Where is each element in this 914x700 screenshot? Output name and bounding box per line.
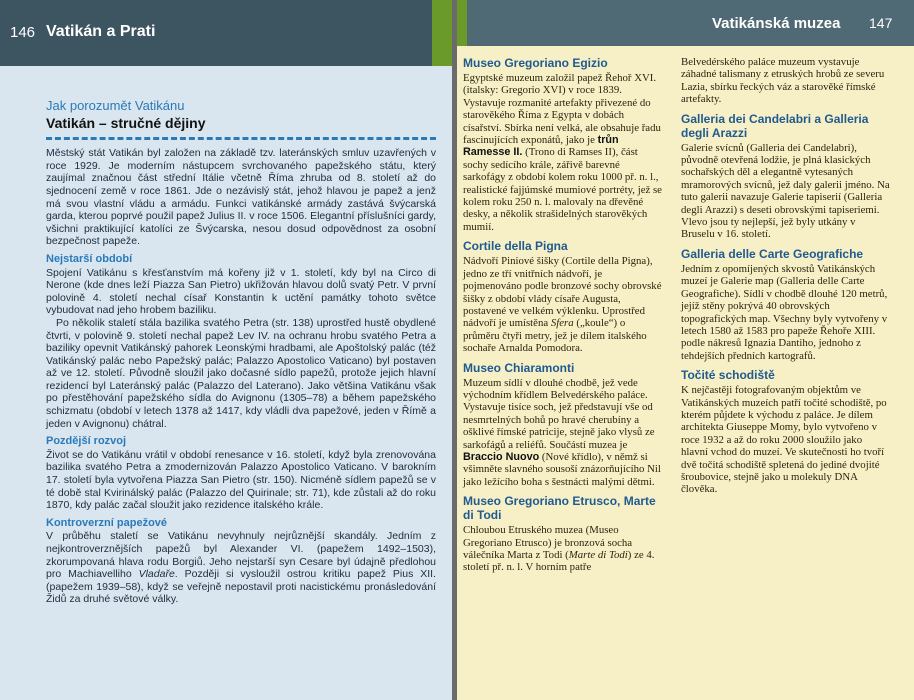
page-title: Vatikán – stručné dějiny bbox=[46, 114, 206, 131]
dashed-divider bbox=[46, 137, 436, 140]
paragraph-pozdejsi-rozvoj: Život se do Vatikánu vrátil v období renesance v 16. století, když byla zrenovována bazilika svatého Petra a zmodernizován Palazzo Apostolico Vaticano. V barokním 17. století byla vytvořena Piazza San Pietro (str. 150). Nicméně sídlem papežů se v té době stal Kvirinálský palác (Palazzo del Quirinale; str. 71), kde zůstali až do roku 1870, kdy palác začal sloužit jako rezidence italského krále. bbox=[46, 448, 436, 512]
heading-schodiste: Točité schodiště bbox=[681, 368, 775, 383]
text-run: V průběhu staletí se Vatikánu nevyhnuly nejrůznější skandály. Jedním z nejkontroverznějších papežů byl Alexander VI. (papežem 1492–1503), zkorumpovaná hlava rodu Borgiů. Jeho nejstarší syn Cesare byl údajně předlohou pro Machiavelliho bbox=[46, 530, 436, 581]
heading-nejstarsi-obdobi: Nejstarší období bbox=[46, 252, 133, 265]
heading-etrusco: Museo Gregoriano Etrusco, Marte di Todi bbox=[463, 494, 656, 523]
heading-egizio: Museo Gregoriano Egizio bbox=[463, 56, 608, 70]
text-run: („koule“) o průměru čtyři metry, jež je dílem italského sochaře Arnalda Pomodora. bbox=[463, 317, 647, 355]
paragraph-candelabri: Galerie svícnů (Galleria dei Candelabri), původně otevřená lodžie, je plná klasických sochařských děl a elegantně vytesaných mramorových svícnů, jež daly galerii jméno. Na tuto galerii navazuje Galerie tapiserií (Galleria degli Arazzi) s deseti obrovskými tapiseriemi. Vlevo jsou ty nejlepší, jež byly utkány v Bruselu v 16. století. bbox=[681, 141, 890, 241]
running-head-left: Vatikán a Prati bbox=[46, 23, 156, 40]
heading-carte-geografiche: Galleria delle Carte Geografiche bbox=[681, 246, 864, 261]
intro-paragraph: Městský stát Vatikán byl založen na základě tzv. lateránských smluv uzavřených v roce 1929. Je moderním nástupcem svrchovaného papežského státu, který zaujímal značnou část střední Itálie včetně Říma zhruba od 8. století až do sjednocení země v roce 1861. Jde o nezávislý stát, jehož hlavou je papež a jenž má svou vlastní vládu a armádu. Funkci vatikánské armády zastává švýcarská garda, kterou poprvé použil papež Julius II. v roce 1506. Elegantní příslušníci gardy, všichni praktikující katolíci ze Švýcarska, nesou dosud odpovědnost za osobní bezpečnost papeže. bbox=[46, 147, 436, 248]
right-column-1 bbox=[463, 56, 663, 574]
text-run: Egyptské muzeum založil papež Řehoř XVI. (italsky: Gregorio XVI) v roce 1839. Vystavuje rozmanité artefakty přivezené do starověkého Říma z Egypta v dobách císařství. Sbírka není velká, ale obsahuje řadu fascinujících exponátů, jako je bbox=[463, 72, 661, 147]
page-number-right: 147 bbox=[869, 15, 893, 31]
text-run: ) ze 4. století př. n. l. V horním patře bbox=[463, 549, 655, 574]
paragraph-pigna bbox=[463, 255, 663, 354]
paragraph-nejstarsi-1: Spojení Vatikánu s křesťanstvím má kořeny již v 1. století, kdy byl na Circo di Nerone (kde dnes leží Piazza San Pietro) ukřižován hlavou dolů svatý Petr. V první polovině 4. století nechal císař Konstantin k uctění památky tohoto světce vybudovat nad jeho hrobem baziliku. bbox=[46, 266, 436, 317]
section-kicker: Jak porozumět Vatikánu bbox=[46, 98, 185, 113]
text-run: Muzeum sídlí v dlouhé chodbě, jež vede východním křídlem Belvedérského paláce. Vystavuje tisíce soch, jež představují vše od nesmrtelných bohů po hravé cherubíny a ošklivé římské patricije, stejně jako vlysů ze sarkofágů a reliéfů. Součástí muzea je bbox=[463, 376, 655, 451]
left-running-header bbox=[0, 0, 452, 66]
text-run: (Nové křídlo), v němž si všimněte slavného sousoší znázorňujícího Nil jako ležícího boha s šestnácti malými dětmi. bbox=[463, 450, 661, 488]
paragraph-nejstarsi-2: Po několik staletí stála bazilika svatého Petra (str. 138) uprostřed hustě obydlené čtvrti, v polovině 9. století nechal papež Lev IV. na ochranu hrobu svatého Petra a baziliky opevnit Vatikánský pahorek Leonskými hradbami, ale Apoštolský palác (též Vatikánský palác nebo Papežský palác; Palazzo Apostolico Vaticano) byl postaven až ve 12. století. Původně sloužil jako dočasné sídlo papežů, protože jejich hlavní rezidencí byl Lateránský palác (Palazzo del Laterano). Jako většina Vatikánu však po přestěhování papežského sídla do Avignonu (1305–78) a během papežského schizmatu (období v letech 1378 až 1417, kdy vládli dva papežové, jeden v Římě a jeden v Avignonu) chátral. bbox=[46, 316, 436, 430]
italic-title: Vladaře bbox=[138, 568, 175, 581]
text-run: Nádvoří Piniové šišky (Cortile della Pigna), jedno ze tří vnitřních nádvoří, je pojmenováno podle bronzové sochy obrovské šišky z období vlády císaře Augusta, postavené ve velkém výklenku. Uprostřed nádvoří je umístěna bbox=[463, 255, 662, 330]
paragraph-schodiste: K nejčastěji fotografovaným objektům ve Vatikánských muzeích patří točité schodiště, po kterém půjdete k východu z paláce. Je dílem architekta Giuseppe Momy, bylo vytvořeno v roce 1932 a až do roku 2000 sloužilo jako hlavní vchod do muzeí. Ve skutečnosti ho tvoří dvě točitá schodiště spletená do jediné dvojité šroubovice, stejně jako u molekuly DNA člověka. bbox=[681, 384, 887, 496]
heading-pigna: Cortile della Pigna bbox=[463, 239, 568, 254]
right-running-header bbox=[457, 0, 914, 46]
italic-sfera: Sfera bbox=[550, 317, 574, 330]
right-page bbox=[457, 0, 914, 700]
heading-candelabri: Galleria dei Candelabri a Galleria degli Arazzi bbox=[681, 111, 869, 140]
left-page-body bbox=[46, 100, 436, 606]
header-accent-stripe bbox=[432, 0, 452, 66]
highlight-braccio-nuovo: Braccio Nuovo bbox=[463, 450, 540, 463]
right-column-2 bbox=[681, 56, 891, 496]
paragraph-etrusco-continued: Belvedérského paláce muzeum vystavuje záhadné talismany z etruských hrobů ze severu Lazia, sbírku řeckých váz a starověké římské artefakty. bbox=[681, 56, 885, 106]
text-run: . Později si vysloužil ostrou kritiku papež Pius XII. (papežem 1939–58), když se veřejně nepostavil proti nacistickému pronásledování Židů za druhé světové války. bbox=[46, 568, 436, 606]
header-accent-stripe bbox=[457, 0, 467, 46]
heading-kontroverzni-papezove: Kontroverzní papežové bbox=[46, 516, 168, 529]
heading-chiaramonti: Museo Chiaramonti bbox=[463, 360, 575, 375]
paragraph-egizio bbox=[463, 72, 663, 233]
italic-marte-di-todi: Marte di Todi bbox=[568, 549, 628, 561]
paragraph-kontroverzni bbox=[46, 530, 436, 606]
running-head-right: Vatikánská muzea bbox=[712, 15, 841, 32]
text-run: (Trono di Ramses II), část sochy sedícího krále, zářivě barevné sarkofágy z období kolem roku 1000 př. n. l., realistické fajjúmské mumiové portréty, jež se kolem roku 250 n. l. malovaly na dřevěné desky, a několik strašidelných starověkých mumií. bbox=[463, 146, 662, 233]
highlight-trun-ramesse: trůn Ramesse II. bbox=[463, 134, 619, 159]
left-page bbox=[0, 0, 452, 700]
paragraph-etrusco bbox=[463, 524, 663, 574]
text-run: Chloubou Etruského muzea (Museo Gregoriano Etrusco) je bronzová socha válečníka Marta z Todi ( bbox=[463, 524, 633, 561]
heading-pozdejsi-rozvoj: Pozdější rozvoj bbox=[46, 435, 127, 448]
paragraph-carte-geografiche: Jedním z opomíjených skvostů Vatikánských muzeí je Galerie map (Galleria delle Carte Geografiche). Sídlí v chodbě dlouhé 120 metrů, jejíž stěny pokrývá 40 obrovských topografických map. Všechny byly vytvořeny v letech 1580 až 1583 pro papeže Řehoře XIII. podle nákresů Ignazia Dantiho, jednoho z tehdejších předních kartografů. bbox=[681, 262, 888, 362]
page-number-left: 146 bbox=[10, 24, 36, 41]
paragraph-chiaramonti bbox=[463, 377, 663, 489]
